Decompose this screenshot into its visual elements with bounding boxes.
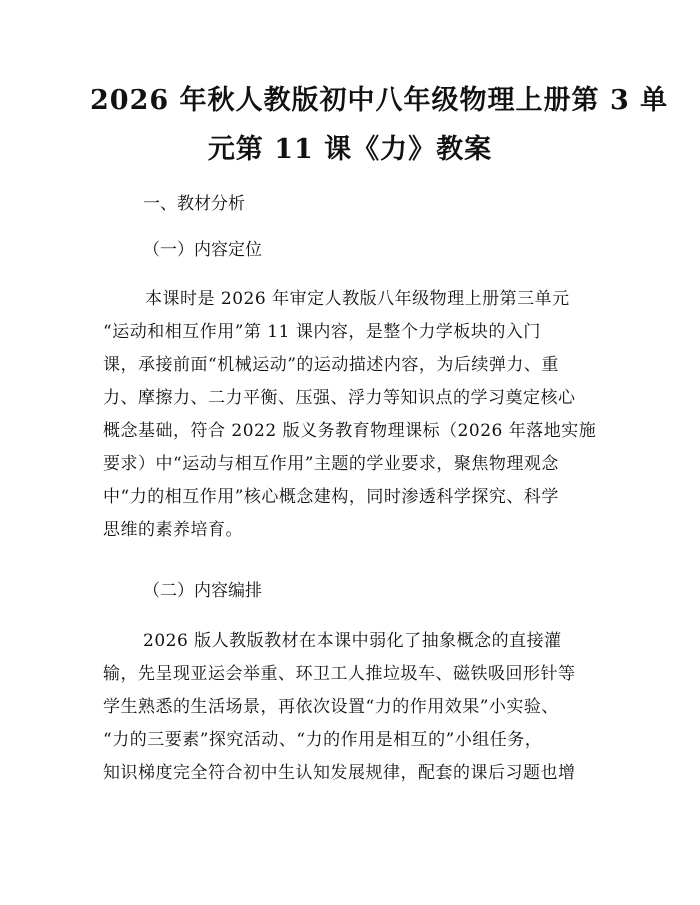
paragraph-line: 要求）中“运动与相互作用”主题的学业要求，聚焦物理观念 (103, 454, 559, 474)
document-title-line-1: 2026 年秋人教版初中八年级物理上册第 3 单 (90, 85, 669, 116)
subsection-heading-content-positioning: （一）内容定位 (143, 240, 262, 260)
paragraph-line: 思维的素养培育。 (103, 520, 243, 540)
document-title-line-2: 元第 11 课《力》教案 (207, 134, 493, 165)
paragraph-line: 2026 版人教版教材在本课中弱化了抽象概念的直接灌 (143, 631, 562, 651)
paragraph-line: “力的三要素”探究活动、“力的作用是相互的”小组任务， (103, 730, 543, 750)
paragraph-line: 概念基础，符合 2022 版义务教育物理课标（2026 年落地实施 (103, 421, 597, 441)
paragraph-line: 中“力的相互作用”核心概念建构，同时渗透科学探究、科学 (103, 487, 559, 507)
paragraph-line: 输，先呈现亚运会举重、环卫工人推垃圾车、磁铁吸回形针等 (103, 664, 576, 684)
subsection-heading-content-arrangement: （二）内容编排 (143, 581, 262, 601)
paragraph-line: 本课时是 2026 年审定人教版八年级物理上册第三单元 (145, 289, 570, 309)
paragraph-line: 力、摩擦力、二力平衡、压强、浮力等知识点的学习奠定核心 (103, 388, 576, 408)
paragraph-line: “运动和相互作用”第 11 课内容，是整个力学板块的入门 (103, 322, 541, 342)
paragraph-line: 课，承接前面“机械运动”的运动描述内容，为后续弹力、重 (103, 355, 559, 375)
paragraph-line: 知识梯度完全符合初中生认知发展规律，配套的课后习题也增 (103, 763, 576, 783)
section-heading-textbook-analysis: 一、教材分析 (143, 194, 245, 214)
paragraph-line: 学生熟悉的生活场景，再依次设置“力的作用效果”小实验、 (103, 697, 559, 717)
